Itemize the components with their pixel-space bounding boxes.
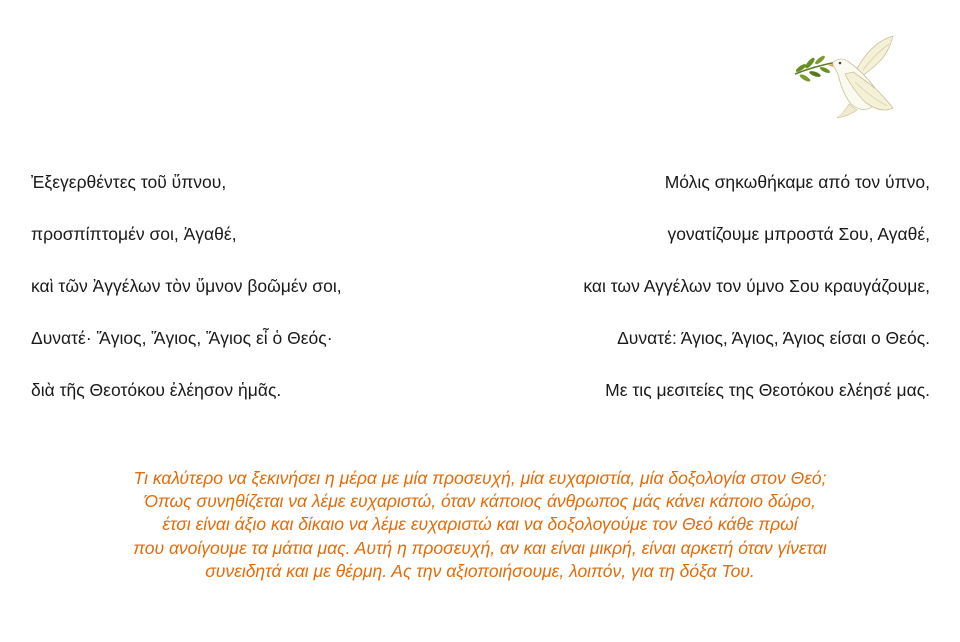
hymn-ancient-column <box>31 171 342 431</box>
commentary-line: συνειδητά και με θέρμη. Ας την αξιοποιήσουμε, λοιπόν, για τη δόξα Του. <box>205 560 755 581</box>
dove-with-olive-branch-icon <box>793 32 897 120</box>
hymn-ancient-line: προσπίπτομέν σοι, Ἀγαθέ, <box>31 224 237 244</box>
hymn-modern-line: και των Αγγέλων τον ύμνο Σου κραυγάζουμε, <box>583 276 930 296</box>
hymn-ancient-line: Ἐξεγερθέντες τοῦ ὕπνου, <box>31 172 227 192</box>
hymn-ancient-line: καὶ τῶν Ἀγγέλων τὸν ὕμνον βοῶμέν σοι, <box>31 276 342 296</box>
commentary-paragraph <box>0 467 960 583</box>
hymn-modern-line: γονατίζουμε μπροστά Σου, Αγαθέ, <box>667 224 930 244</box>
commentary-line: Τι καλύτερο να ξεκινήσει η μέρα με μία προσευχή, μία ευχαριστία, μία δοξολογία στον Θεό; <box>133 468 827 488</box>
hymn-modern-line: Μόλις σηκωθήκαμε από τον ύπνο, <box>664 172 930 192</box>
commentary-line: έτσι είναι άξιο και δίκαιο να λέμε ευχαριστώ και να δοξολογούμε τον Θεό κάθε πρωί <box>162 514 798 535</box>
hymn-modern-line: Με τις μεσιτείες της Θεοτόκου ελέησέ μας. <box>605 380 930 400</box>
commentary-line: που ανοίγουμε τα μάτια μας. Αυτή η προσευχή, αν και είναι μικρή, είναι αρκετή όταν γίνεται <box>133 537 827 558</box>
hymn-modern-column <box>583 171 930 431</box>
hymn-modern-line: Δυνατέ: Άγιος, Άγιος, Άγιος είσαι ο Θεός. <box>617 328 930 348</box>
commentary-line: Όπως συνηθίζεται να λέμε ευχαριστώ, όταν κάποιος άνθρωπος μάς κάνει κάποιο δώρο, <box>144 491 816 512</box>
hymn-ancient-line: διὰ τῆς Θεοτόκου ἐλέησον ἡμᾶς. <box>31 380 282 400</box>
hymn-ancient-line: Δυνατέ· Ἅγιος, Ἅγιος, Ἅγιος εἶ ὁ Θεός· <box>31 328 333 348</box>
